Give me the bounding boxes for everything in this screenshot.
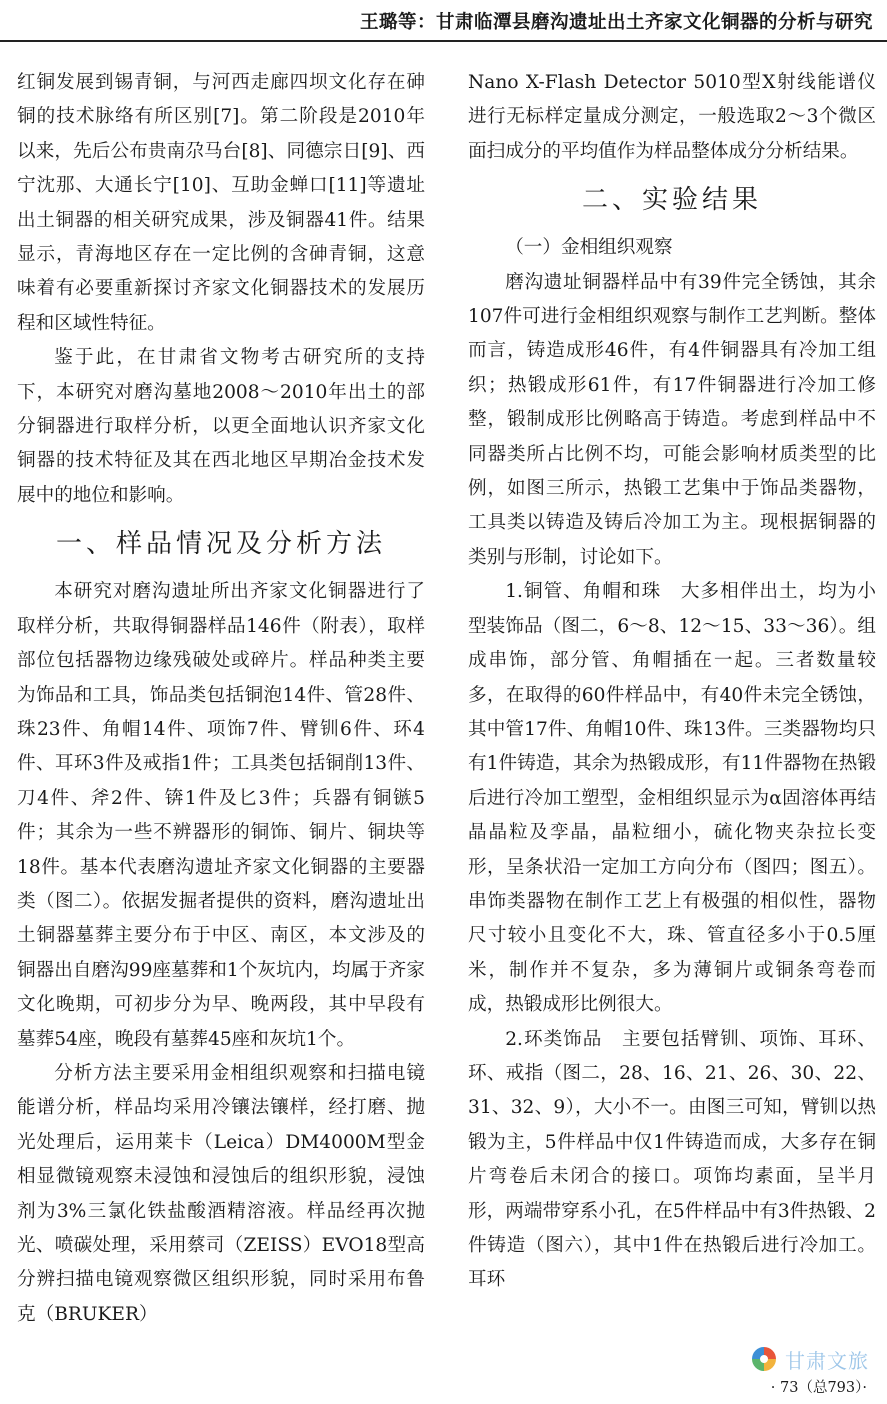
- sub-heading: （一）金相组织观察: [505, 237, 673, 259]
- left-column: [17, 66, 425, 1332]
- section-heading: 一、样品情况及分析方法: [55, 529, 386, 560]
- gansu-logo-icon: [749, 1344, 779, 1374]
- section-heading: 二、实验结果: [581, 185, 762, 216]
- paragraph: 鉴于此，在甘肃省文物考古研究所的支持下，本研究对磨沟墓地2008～2010年出土的部分铜器进行取样分析，以更全面地认识齐家文化铜器的技术特征及其在西北地区早期冶金技术发展中的地位和影响。: [17, 347, 425, 506]
- watermark-text: 甘肃文旅: [785, 1348, 869, 1373]
- right-column: [468, 66, 876, 1298]
- watermark-logo: [749, 1344, 869, 1374]
- page-number: · 73（总793）·: [770, 1380, 867, 1396]
- header-divider: [0, 40, 887, 42]
- paragraph: Nano X-Flash Detector 5010型X射线能谱仪进行无标样定量成分测定，一般选取2～3个微区面扫成分的平均值作为样品整体成分分析结果。: [468, 72, 876, 162]
- paragraph: 1.铜管、角帽和珠 大多相伴出土，均为小型装饰品（图二，6～8、12～15、33～36）。组成串饰，部分管、角帽插在一起。三者数量较多，在取得的60件样品中，有40件未完全锈蚀，其中管17件、角帽10件、珠13件。三类器物均只有1件铸造，其余为热锻成形，有11件器物在热锻后进行冷加工塑型，金相组织显示为α固溶体再结晶晶粒及孪晶，晶粒细小，硫化物夹杂拉长变形，呈条状沿一定加工方向分布（图四；图五）。串饰类器物在制作工艺上有极强的相似性，器物尺寸较小且变化不大，珠、管直径多小于0.5厘米，制作并不复杂，多为薄铜片或铜条弯卷而成，热锻成形比例很大。: [468, 581, 876, 1016]
- paragraph: 本研究对磨沟遗址所出齐家文化铜器进行了取样分析，共取得铜器样品146件（附表），取样部位包括器物边缘残破处或碎片。样品种类主要为饰品和工具，饰品类包括铜泡14件、管28件、珠23件、角帽14件、项饰7件、臂钏6件、环4件、耳环3件及戒指1件；工具类包括铜削13件、刀4件、斧2件、锛1件及匕3件；兵器有铜镞5件；其余为一些不辨器形的铜饰、铜片、铜块等18件。基本代表磨沟遗址齐家文化铜器的主要器类（图二）。依据发掘者提供的资料，磨沟遗址出土铜器墓葬主要分布于中区、南区，本文涉及的铜器出自磨沟99座墓葬和1个灰坑内，均属于齐家文化晚期，可初步分为早、晚两段，其中早段有墓葬54座，晚段有墓葬45座和灰坑1个。: [17, 581, 425, 1050]
- paragraph: 磨沟遗址铜器样品中有39件完全锈蚀，其余107件可进行金相组织观察与制作工艺判断。整体而言，铸造成形46件，有4件铜器具有冷加工组织；热锻成形61件，有17件铜器进行冷加工修整，锻制成形比例略高于铸造。考虑到样品中不同器类所占比例不均，可能会影响材质类型的比例，如图三所示，热锻工艺集中于饰品类器物，工具类以铸造及铸后冷加工为主。现根据铜器的类别与形制，讨论如下。: [468, 271, 876, 568]
- paragraph: 分析方法主要采用金相组织观察和扫描电镜能谱分析，样品均采用冷镶法镶样，经打磨、抛光处理后，运用莱卡（Leica）DM4000M型金相显微镜观察未浸蚀和浸蚀后的组织形貌，浸蚀剂为3%三氯化铁盐酸酒精溶液。样品经再次抛光、喷碳处理，采用蔡司（ZEISS）EVO18型高分辨扫描电镜观察微区组织形貌，同时采用布鲁克（BRUKER）: [17, 1062, 425, 1325]
- running-header: [0, 0, 887, 44]
- running-header-title: 王璐等：甘肃临潭县磨沟遗址出土齐家文化铜器的分析与研究: [359, 12, 873, 33]
- paragraph: 红铜发展到锡青铜，与河西走廊四坝文化存在砷铜的技术脉络有所区别[7]。第二阶段是2010年以来，先后公布贵南尕马台[8]、同德宗日[9]、西宁沈那、大通长宁[10]、互助金蝉口[11]等遗址出土铜器的相关研究成果，涉及铜器41件。结果显示，青海地区存在一定比例的含砷青铜，这意味着有必要重新探讨齐家文化铜器技术的发展历程和区域性特征。: [17, 72, 425, 334]
- paragraph: 2.环类饰品 主要包括臂钏、项饰、耳环、环、戒指（图二，28、16、21、26、30、22、31、32、9），大小不一。由图三可知，臂钏以热锻为主，5件样品中仅1件铸造而成，大多存在铜片弯卷后未闭合的接口。项饰均素面，呈半月形，两端带穿系小孔，在5件样品中有3件热锻、2件铸造（图六），其中1件在热锻后进行冷加工。耳环: [468, 1028, 876, 1291]
